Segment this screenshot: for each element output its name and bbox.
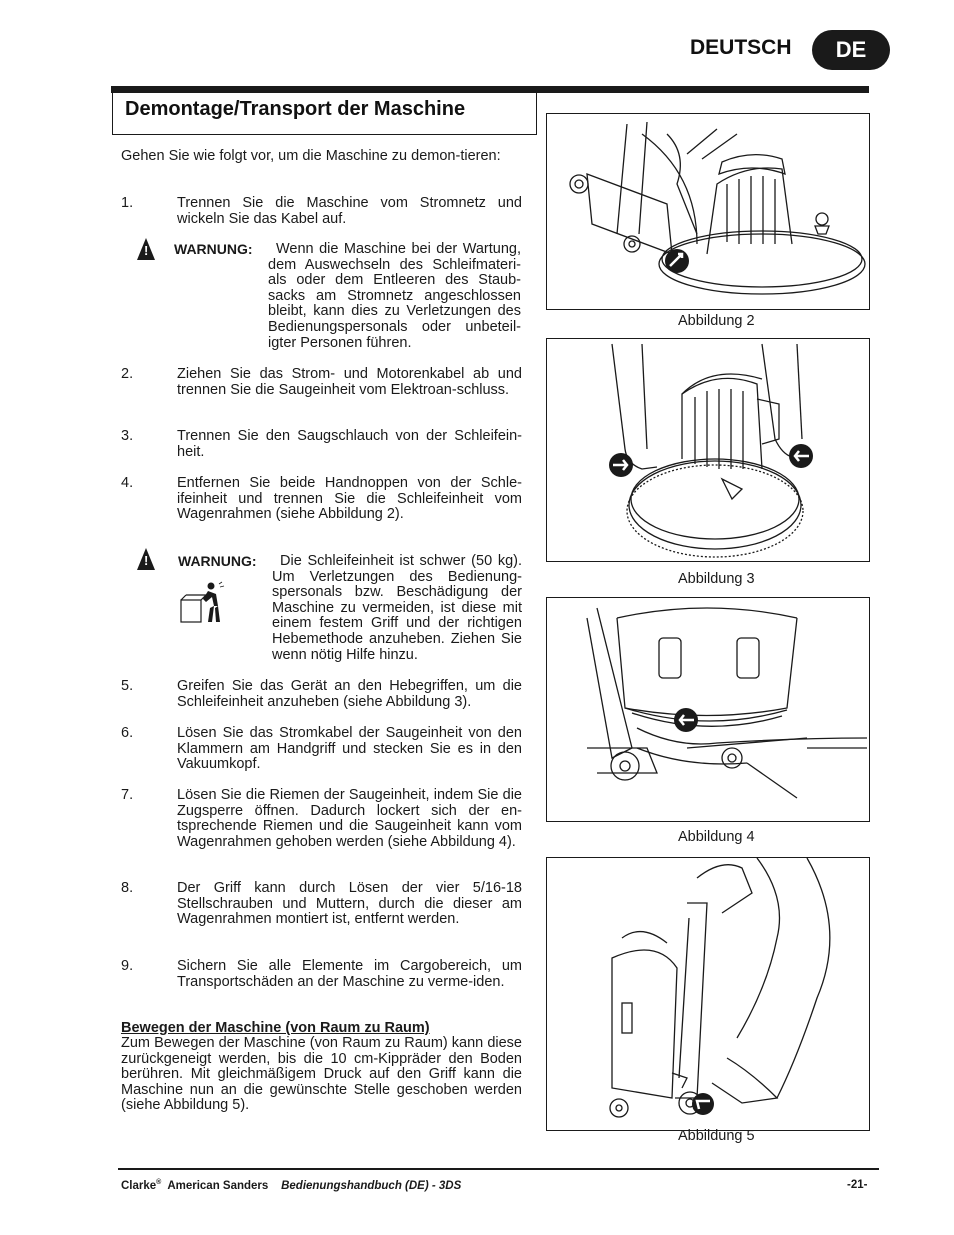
footer-left [121, 1179, 461, 1192]
figure-5-caption: Abbildung 5 [678, 1128, 755, 1144]
figure-5-illustration [547, 858, 869, 1130]
figure-2-caption: Abbildung 2 [678, 313, 755, 329]
heavy-lift-icon [178, 580, 226, 628]
figure-3-illustration [547, 339, 869, 561]
step-number: 8. [121, 880, 134, 896]
step-number: 3. [121, 428, 134, 444]
step-number: 7. [121, 787, 134, 803]
warning-triangle-icon: ! [137, 238, 155, 260]
figure-3-caption: Abbildung 3 [678, 571, 755, 587]
figure-2 [546, 113, 870, 310]
warning-label: WARNUNG: [178, 553, 257, 569]
language-badge: DE [812, 30, 890, 70]
bottom-rule [118, 1168, 879, 1170]
footer-registered: ® [156, 1179, 162, 1186]
page-number: -21- [847, 1179, 868, 1191]
step-text: Ziehen Sie das Strom- und Motorenkabel ab und trennen Sie die Saugeinheit vom Elektroan-schluss. [177, 366, 522, 398]
warning-text: Wenn die Maschine bei der Wartung, dem Auswechseln des Schleifmateri-als oder dem Entleeren des Staub-sacks am Stromnetz angeschlossen bleibt, kann dies zu Verletzungen des Bedienungspersonals oder unbeteil-igter Personen führen. [268, 241, 521, 351]
step-text: Lösen Sie die Riemen der Saugeinheit, indem Sie die Zugsperre öffnen. Dadurch lockert sich der en-tsprechende Riemen und die Saugeinheit kann vom Wagenrahmen gehoben werden (siehe Abbildung 4). [177, 787, 522, 850]
step-text: Sichern Sie alle Elemente im Cargobereich, um Transportschäden an der Maschine zu verme-iden. [177, 958, 522, 990]
warning-text: Die Schleifeinheit ist schwer (50 kg). Um Verletzungen des Bedienung-spersonals bzw. Beschädigung der Maschine zu vermeiden, ist diese mit einem festem Griff und der richtigen Hebemethode anzuheben. Ziehen Sie wenn nötig Hilfe hinzu. [272, 553, 522, 663]
step-number: 6. [121, 725, 134, 741]
step-number: 4. [121, 475, 134, 491]
figure-3 [546, 338, 870, 562]
figure-4 [546, 597, 870, 822]
figure-5 [546, 857, 870, 1131]
step-number: 5. [121, 678, 134, 694]
step-text: Lösen Sie das Stromkabel der Saugeinheit von den Klammern am Handgriff und stecken Sie es in den Vakuumkopf. [177, 725, 522, 773]
intro-text: Gehen Sie wie folgt vor, um die Maschine zu demon-tieren: [121, 148, 501, 164]
move-text: Zum Bewegen der Maschine (von Raum zu Raum) kann diese zurückgeneigt werden, bis die 10 cm-Kippräder den Boden berühren. Mit gleichmäßigem Druck auf den Griff kann die Maschine nun an die gewünschte Stelle geschoben werden (siehe Abbildung 5). [121, 1035, 522, 1114]
top-rule [111, 86, 869, 93]
step-text: Greifen Sie das Gerät an den Hebegriffen, um die Schleifeinheit anzuheben (siehe Abbildung 3). [177, 678, 522, 710]
footer-company: American Sanders [167, 1179, 269, 1192]
step-number: 1. [121, 195, 134, 211]
language-label: DEUTSCH [690, 36, 792, 59]
figure-4-illustration [547, 598, 869, 821]
step-text: Trennen Sie die Maschine vom Stromnetz und wickeln Sie das Kabel auf. [177, 195, 522, 227]
figure-4-caption: Abbildung 4 [678, 829, 755, 845]
warning-label: WARNUNG: [174, 241, 253, 257]
move-heading: Bewegen der Maschine (von Raum zu Raum) [121, 1020, 430, 1036]
figure-2-illustration [547, 114, 869, 309]
section-title: Demontage/Transport der Maschine [125, 98, 466, 120]
step-text: Entfernen Sie beide Handnoppen von der Schle-ifeinheit und trennen Sie die Schleifeinheit vom Wagenrahmen (siehe Abbildung 2). [177, 475, 522, 523]
warning-triangle-icon: ! [137, 548, 155, 570]
step-number: 9. [121, 958, 134, 974]
footer-brand: Clarke [121, 1179, 157, 1192]
footer-manual: Bedienungshandbuch (DE) - 3DS [281, 1179, 462, 1192]
step-text: Trennen Sie den Saugschlauch von der Schleifein-heit. [177, 428, 522, 460]
step-number: 2. [121, 366, 134, 382]
step-text: Der Griff kann durch Lösen der vier 5/16-18 Stellschrauben und Muttern, durch die dieser am Wagenrahmen montiert ist, entfernt werden. [177, 880, 522, 928]
